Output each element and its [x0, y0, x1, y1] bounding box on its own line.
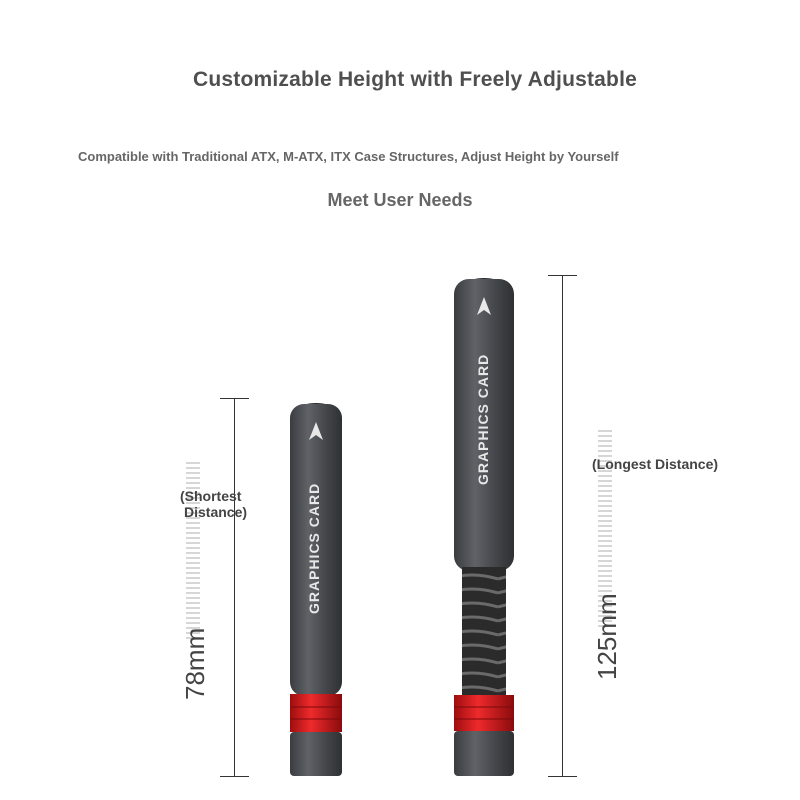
- longest-distance-label: (Longest Distance): [592, 456, 719, 472]
- short-dimension-line: [234, 398, 235, 776]
- long-dimension-line: [562, 275, 563, 776]
- short-dimension-bottom-tick: [220, 776, 249, 777]
- short-pole-brand-text: GRAPHICS CARD: [306, 482, 322, 614]
- shortest-label-line1: (Shortest: [180, 488, 242, 504]
- subheadline: Compatible with Traditional ATX, M-ATX, ITX Case Structures, Adjust Height by Yourself: [78, 149, 619, 164]
- tagline: Meet User Needs: [327, 190, 473, 210]
- long-dimension-top-tick: [548, 275, 577, 276]
- long-dimension-bottom-tick: [548, 776, 577, 777]
- shortest-distance-label: [180, 488, 247, 520]
- short-length-value: 78mm: [180, 627, 210, 700]
- short-dimension-top-tick: [220, 398, 249, 399]
- arrow-up-icon: [477, 297, 491, 315]
- long-support-pole: [446, 275, 522, 778]
- arrow-up-icon: [309, 422, 323, 440]
- short-support-pole: [282, 398, 350, 778]
- long-length-value: 125mm: [592, 593, 622, 680]
- headline: Customizable Height with Freely Adjustable: [192, 68, 638, 91]
- shortest-label-line2: Distance): [184, 504, 248, 520]
- long-pole-brand-text: GRAPHICS CARD: [475, 353, 491, 485]
